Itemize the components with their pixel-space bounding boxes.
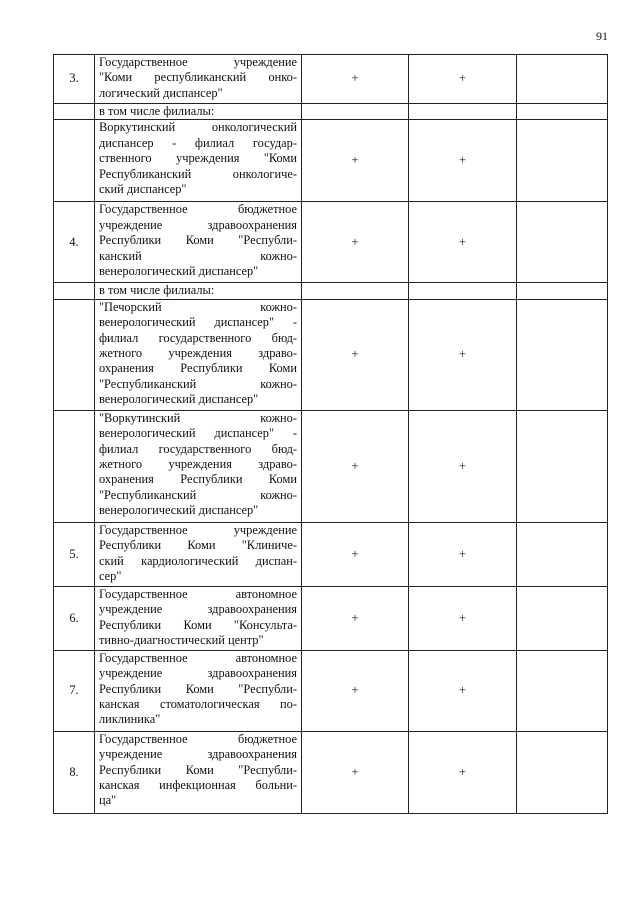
table-row bbox=[54, 410, 608, 522]
mark-cell-col-c bbox=[517, 120, 608, 202]
mark-cell-col-a: + bbox=[302, 586, 409, 650]
mark-cell-col-b: + bbox=[409, 202, 517, 283]
mark-cell-col-a: + bbox=[302, 55, 409, 104]
mark-cell-col-a: + bbox=[302, 731, 409, 813]
subheader-label: в том числе филиалы: bbox=[95, 104, 302, 120]
table-row bbox=[54, 202, 608, 283]
subheader-label: в том числе филиалы: bbox=[95, 283, 302, 299]
mark-cell-col-a: + bbox=[302, 410, 409, 522]
institution-name-line: филиал государственного бюд- bbox=[99, 441, 297, 456]
mark-cell-col-b: + bbox=[409, 55, 517, 104]
institution-name bbox=[95, 731, 302, 813]
institution-name-line: ца" bbox=[99, 793, 117, 808]
institution-name-line: ский диспансер" bbox=[99, 182, 187, 197]
institution-name-line: учреждение здравоохранения bbox=[99, 747, 297, 762]
institution-name-line: Государственное учреждение bbox=[99, 522, 297, 537]
mark-cell-col-c bbox=[517, 522, 608, 586]
institution-name-line: ликлиника" bbox=[99, 712, 161, 727]
subheader-row bbox=[54, 104, 608, 120]
subheader-row bbox=[54, 283, 608, 299]
institution-name-line: венерологический диспансер" bbox=[99, 392, 259, 407]
mark-cell-col-c bbox=[517, 55, 608, 104]
institution-name bbox=[95, 120, 302, 202]
mark-cell-col-b: + bbox=[409, 120, 517, 202]
row-number: 6. bbox=[54, 586, 95, 650]
institution-name-line: ственного учреждения "Коми bbox=[99, 151, 297, 166]
table-row bbox=[54, 299, 608, 410]
institution-name bbox=[95, 586, 302, 650]
institution-name-line: Государственное бюджетное bbox=[99, 202, 297, 217]
row-number bbox=[54, 410, 95, 522]
mark-cell-col-b bbox=[409, 283, 517, 299]
mark-cell-col-c bbox=[517, 731, 608, 813]
institution-name-line: сер" bbox=[99, 569, 122, 584]
institution-name bbox=[95, 410, 302, 522]
institution-name-line: Республики Коми "Консульта- bbox=[99, 617, 297, 632]
institution-name-line: филиал государственного бюд- bbox=[99, 330, 297, 345]
institution-name-line: жетного учреждения здраво- bbox=[99, 457, 297, 472]
institution-name-line: "Воркутинский кожно- bbox=[99, 410, 297, 425]
institution-name-line: Воркутинский онкологический bbox=[99, 120, 297, 135]
row-number bbox=[54, 120, 95, 202]
institution-name-line: канская стоматологическая по- bbox=[99, 697, 297, 712]
row-number: 7. bbox=[54, 650, 95, 731]
mark-cell-col-a: + bbox=[302, 299, 409, 410]
mark-cell-col-b: + bbox=[409, 299, 517, 410]
table-row bbox=[54, 650, 608, 731]
institution-name-line: диспансер - филиал государ- bbox=[99, 135, 297, 150]
institution-name-line: учреждение здравоохранения bbox=[99, 217, 297, 232]
institution-name-line: охранения Республики Коми bbox=[99, 472, 297, 487]
institution-name-line: "Коми республиканский онко- bbox=[99, 70, 297, 85]
institution-name bbox=[95, 522, 302, 586]
mark-cell-col-c bbox=[517, 202, 608, 283]
institution-name-line: ский кардиологический диспан- bbox=[99, 553, 297, 568]
mark-cell-col-b: + bbox=[409, 650, 517, 731]
institution-name-line: Государственное автономное bbox=[99, 586, 297, 601]
row-number bbox=[54, 283, 95, 299]
mark-cell-col-c bbox=[517, 650, 608, 731]
institution-name-line: Государственное автономное bbox=[99, 650, 297, 665]
mark-cell-col-c bbox=[517, 410, 608, 522]
row-number bbox=[54, 299, 95, 410]
mark-cell-col-a: + bbox=[302, 650, 409, 731]
mark-cell-col-b: + bbox=[409, 731, 517, 813]
row-number: 5. bbox=[54, 522, 95, 586]
mark-cell-col-b: + bbox=[409, 522, 517, 586]
table-row bbox=[54, 55, 608, 104]
institution-name-line: канская инфекционная больни- bbox=[99, 778, 297, 793]
institution-name-line: Государственное учреждение bbox=[99, 55, 297, 69]
mark-cell-col-a bbox=[302, 104, 409, 120]
row-number: 3. bbox=[54, 55, 95, 104]
institution-name-line: жетного учреждения здраво- bbox=[99, 346, 297, 361]
institution-name-line: "Республиканский кожно- bbox=[99, 376, 297, 391]
institution-name-line: венерологический диспансер" - bbox=[99, 426, 297, 441]
institution-name-line: логический диспансер" bbox=[99, 85, 223, 100]
institution-name-line: "Печорский кожно- bbox=[99, 299, 297, 314]
mark-cell-col-a bbox=[302, 283, 409, 299]
table-row bbox=[54, 522, 608, 586]
institution-name bbox=[95, 299, 302, 410]
institution-name bbox=[95, 55, 302, 104]
table-row bbox=[54, 120, 608, 202]
row-number bbox=[54, 104, 95, 120]
institution-name-line: Республики Коми "Республи- bbox=[99, 233, 297, 248]
institution-name-line: венерологический диспансер" - bbox=[99, 315, 297, 330]
institution-name-line: тивно-диагностический центр" bbox=[99, 633, 264, 648]
institution-name-line: учреждение здравоохранения bbox=[99, 602, 297, 617]
table-row bbox=[54, 731, 608, 813]
institution-name-line: Государственное бюджетное bbox=[99, 731, 297, 746]
row-number: 8. bbox=[54, 731, 95, 813]
mark-cell-col-a: + bbox=[302, 120, 409, 202]
institution-name bbox=[95, 202, 302, 283]
mark-cell-col-c bbox=[517, 586, 608, 650]
institution-name-line: Республики Коми "Республи- bbox=[99, 681, 297, 696]
institution-name-line: "Республиканский кожно- bbox=[99, 487, 297, 502]
institution-name-line: Республики Коми "Клиниче- bbox=[99, 538, 297, 553]
mark-cell-col-c bbox=[517, 104, 608, 120]
institution-name-line: Республиканский онкологиче- bbox=[99, 166, 297, 181]
mark-cell-col-b: + bbox=[409, 410, 517, 522]
institution-name-line: канский кожно- bbox=[99, 248, 297, 263]
table-body bbox=[54, 55, 608, 814]
table-row bbox=[54, 586, 608, 650]
mark-cell-col-a: + bbox=[302, 202, 409, 283]
institution-name-line: охранения Республики Коми bbox=[99, 361, 297, 376]
institution-name-line: учреждение здравоохранения bbox=[99, 666, 297, 681]
mark-cell-col-b bbox=[409, 104, 517, 120]
mark-cell-col-c bbox=[517, 283, 608, 299]
page-number: 91 bbox=[596, 29, 608, 43]
institution-name bbox=[95, 650, 302, 731]
institution-name-line: венерологический диспансер" bbox=[99, 264, 259, 279]
mark-cell-col-a: + bbox=[302, 522, 409, 586]
row-number: 4. bbox=[54, 202, 95, 283]
institution-name-line: венерологический диспансер" bbox=[99, 503, 259, 518]
mark-cell-col-c bbox=[517, 299, 608, 410]
mark-cell-col-b: + bbox=[409, 586, 517, 650]
institutions-table bbox=[53, 54, 608, 814]
institution-name-line: Республики Коми "Республи- bbox=[99, 762, 297, 777]
